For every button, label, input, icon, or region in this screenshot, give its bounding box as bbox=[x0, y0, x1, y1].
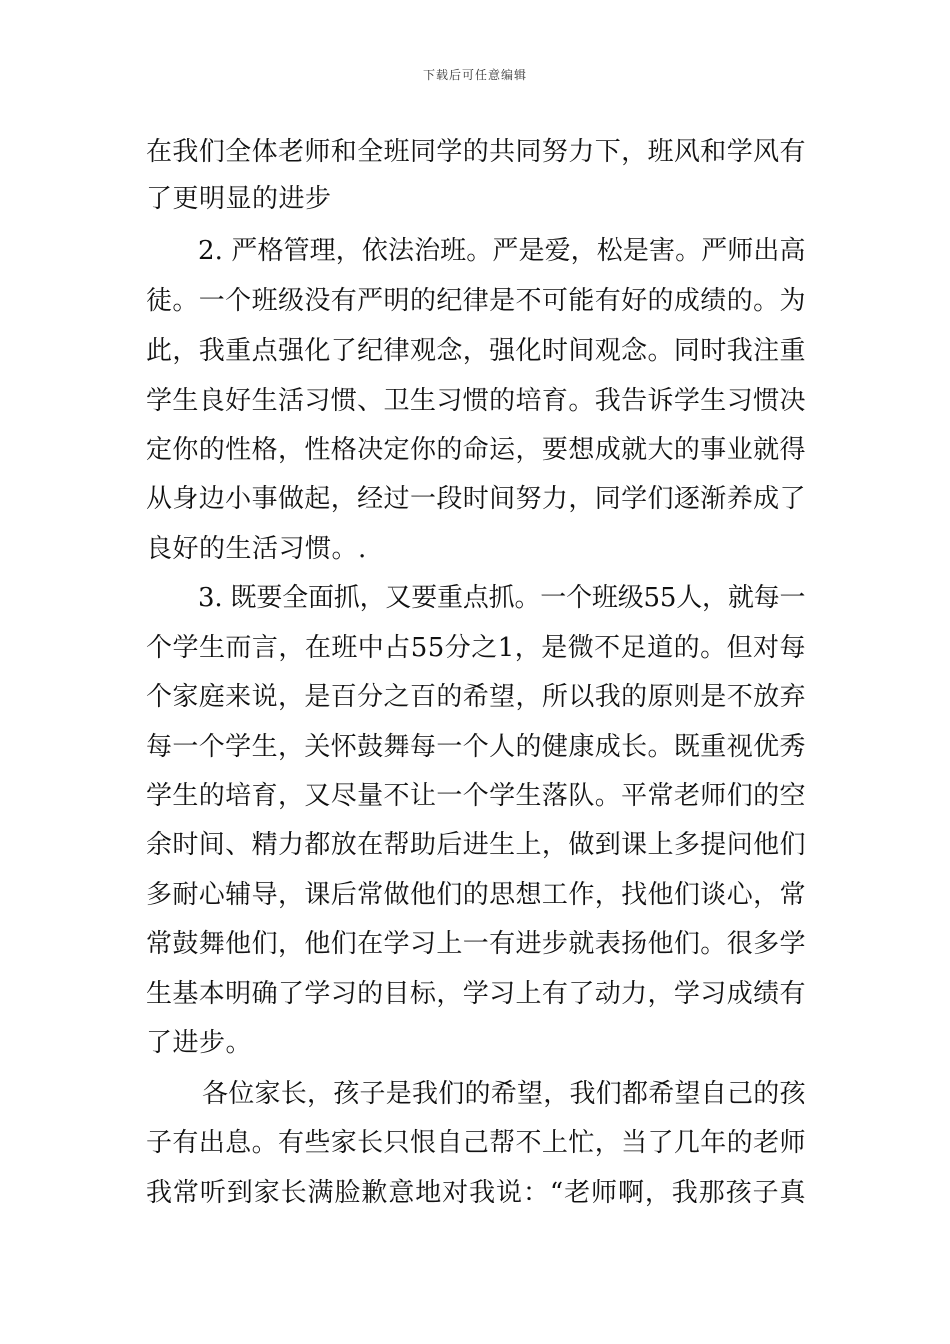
text-line: 常鼓舞他们，他们在学习上一有进步就表扬他们。很多学 bbox=[146, 929, 806, 959]
text-line: 学生良好生活习惯、卫生习惯的培育。我告诉学生习惯决 bbox=[146, 386, 806, 416]
text-line: 个学生而言，在班中占55分之1，是微不足道的。但对每 bbox=[146, 633, 806, 663]
text-line: 定你的性格，性格决定你的命运，要想成就大的事业就得 bbox=[146, 435, 806, 465]
text-line: 3. 既要全面抓，又要重点抓。一个班级55人，就每一 bbox=[198, 583, 806, 613]
text-line: 在我们全体老师和全班同学的共同努力下，班风和学风有 bbox=[146, 137, 806, 167]
text-line: 2. 严格管理，依法治班。严是爱，松是害。严师出高 bbox=[198, 236, 806, 266]
text-line: 徒。一个班级没有严明的纪律是不可能有好的成绩的。为 bbox=[146, 286, 806, 316]
text-line: 了更明显的进步 bbox=[146, 184, 332, 214]
text-line: 各位家长，孩子是我们的希望，我们都希望自己的孩 bbox=[202, 1079, 806, 1109]
text-line: 我常听到家长满脸歉意地对我说：“老师啊，我那孩子真 bbox=[146, 1178, 807, 1208]
text-line: 个家庭来说，是百分之百的希望，所以我的原则是不放弃 bbox=[146, 682, 806, 712]
text-line: 了进步。 bbox=[146, 1028, 253, 1058]
text-line: 余时间、精力都放在帮助后进生上，做到课上多提问他们 bbox=[146, 830, 806, 860]
text-line: 此，我重点强化了纪律观念，强化时间观念。同时我注重 bbox=[146, 336, 806, 366]
page-header: 下载后可任意编辑 bbox=[422, 68, 527, 82]
text-line: 生基本明确了学习的目标，学习上有了动力，学习成绩有 bbox=[146, 979, 806, 1009]
text-line: 从身边小事做起，经过一段时间努力，同学们逐渐养成了 bbox=[146, 484, 806, 514]
text-line: 学生的培育，又尽量不让一个学生落队。平常老师们的空 bbox=[146, 781, 806, 811]
text-line: 每一个学生，关怀鼓舞每一个人的健康成长。既重视优秀 bbox=[146, 732, 806, 762]
text-line: 子有出息。有些家长只恨自己帮不上忙，当了几年的老师 bbox=[146, 1128, 806, 1158]
text-line: 多耐心辅导，课后常做他们的思想工作，找他们谈心，常 bbox=[146, 880, 806, 910]
text-line: 良好的生活习惯。. bbox=[146, 534, 367, 564]
